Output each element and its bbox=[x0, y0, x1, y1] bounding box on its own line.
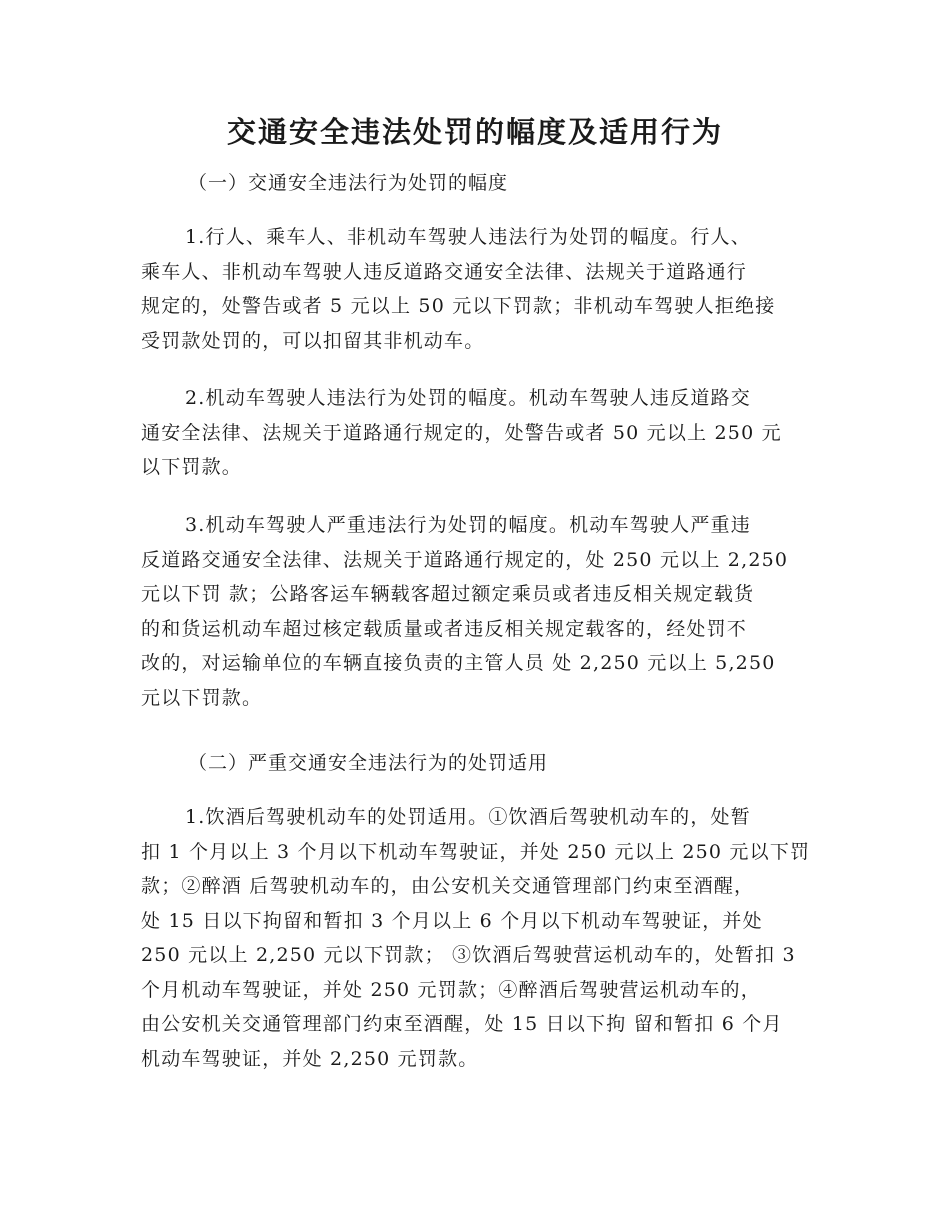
paragraph-1-1 bbox=[141, 220, 806, 358]
section-heading-2: （二）严重交通安全违法行为的处罚适用 bbox=[188, 752, 549, 774]
paragraph-line: 扣 1 个月以上 3 个月以下机动车驾驶证，并处 250 元以上 250 元以下罚 bbox=[141, 840, 811, 863]
paragraph-line: 反道路交通安全法律、法规关于道路通行规定的，处 250 元以上 2,250 bbox=[141, 548, 789, 571]
paragraph-line: 1.行人、乘车人、非机动车驾驶人违法行为处罚的幅度。行人、 bbox=[185, 226, 751, 248]
document-title: 交通安全违法处罚的幅度及适用行为 bbox=[226, 115, 723, 149]
paragraph-line: 的和货运机动车超过核定载质量或者违反相关规定载客的，经处罚不 bbox=[141, 617, 748, 640]
paragraph-line: 改的，对运输单位的车辆直接负责的主管人员 处 2,250 元以上 5,250 bbox=[141, 652, 776, 674]
paragraph-line: 250 元以上 2,250 元以下罚款； ③饮酒后驾驶营运机动车的，处暂扣 3 bbox=[141, 944, 796, 966]
paragraph-1-2 bbox=[141, 381, 806, 485]
paragraph-2-1 bbox=[141, 800, 811, 1076]
paragraph-line: 个月机动车驾驶证，并处 250 元罚款；④醉酒后驾驶营运机动车的， bbox=[141, 978, 761, 1001]
paragraph-line: 规定的，处警告或者 5 元以上 50 元以下罚款；非机动车驾驶人拒绝接 bbox=[141, 295, 776, 317]
paragraph-line: 元以下罚款。 bbox=[141, 686, 263, 709]
paragraph-1-3 bbox=[141, 508, 806, 715]
paragraph-line: 乘车人、非机动车驾驶人违反道路交通安全法律、法规关于道路通行 bbox=[141, 260, 748, 283]
paragraph-line: 款；②醉酒 后驾驶机动车的，由公安机关交通管理部门约束至酒醒， bbox=[141, 875, 755, 897]
paragraph-line: 受罚款处罚的，可以扣留其非机动车。 bbox=[141, 329, 485, 352]
paragraph-line: 由公安机关交通管理部门约束至酒醒，处 15 日以下拘 留和暂扣 6 个月 bbox=[141, 1013, 783, 1035]
paragraph-line: 处 15 日以下拘留和暂扣 3 个月以上 6 个月以下机动车驾驶证，并处 bbox=[141, 909, 763, 932]
paragraph-line: 3.机动车驾驶人严重违法行为处罚的幅度。机动车驾驶人严重违 bbox=[185, 514, 751, 536]
paragraph-line: 2.机动车驾驶人违法行为处罚的幅度。机动车驾驶人违反道路交 bbox=[185, 387, 751, 409]
paragraph-line: 1.饮酒后驾驶机动车的处罚适用。①饮酒后驾驶机动车的，处暂 bbox=[185, 806, 751, 828]
section-heading-1: （一）交通安全违法行为处罚的幅度 bbox=[188, 172, 509, 194]
paragraph-line: 通安全法律、法规关于道路通行规定的，处警告或者 50 元以上 250 元 bbox=[141, 421, 782, 444]
paragraph-line: 元以下罚 款；公路客运车辆载客超过额定乘员或者违反相关规定载货 bbox=[141, 583, 755, 605]
paragraph-line: 机动车驾驶证，并处 2,250 元罚款。 bbox=[141, 1047, 479, 1070]
paragraph-line: 以下罚款。 bbox=[141, 456, 243, 478]
